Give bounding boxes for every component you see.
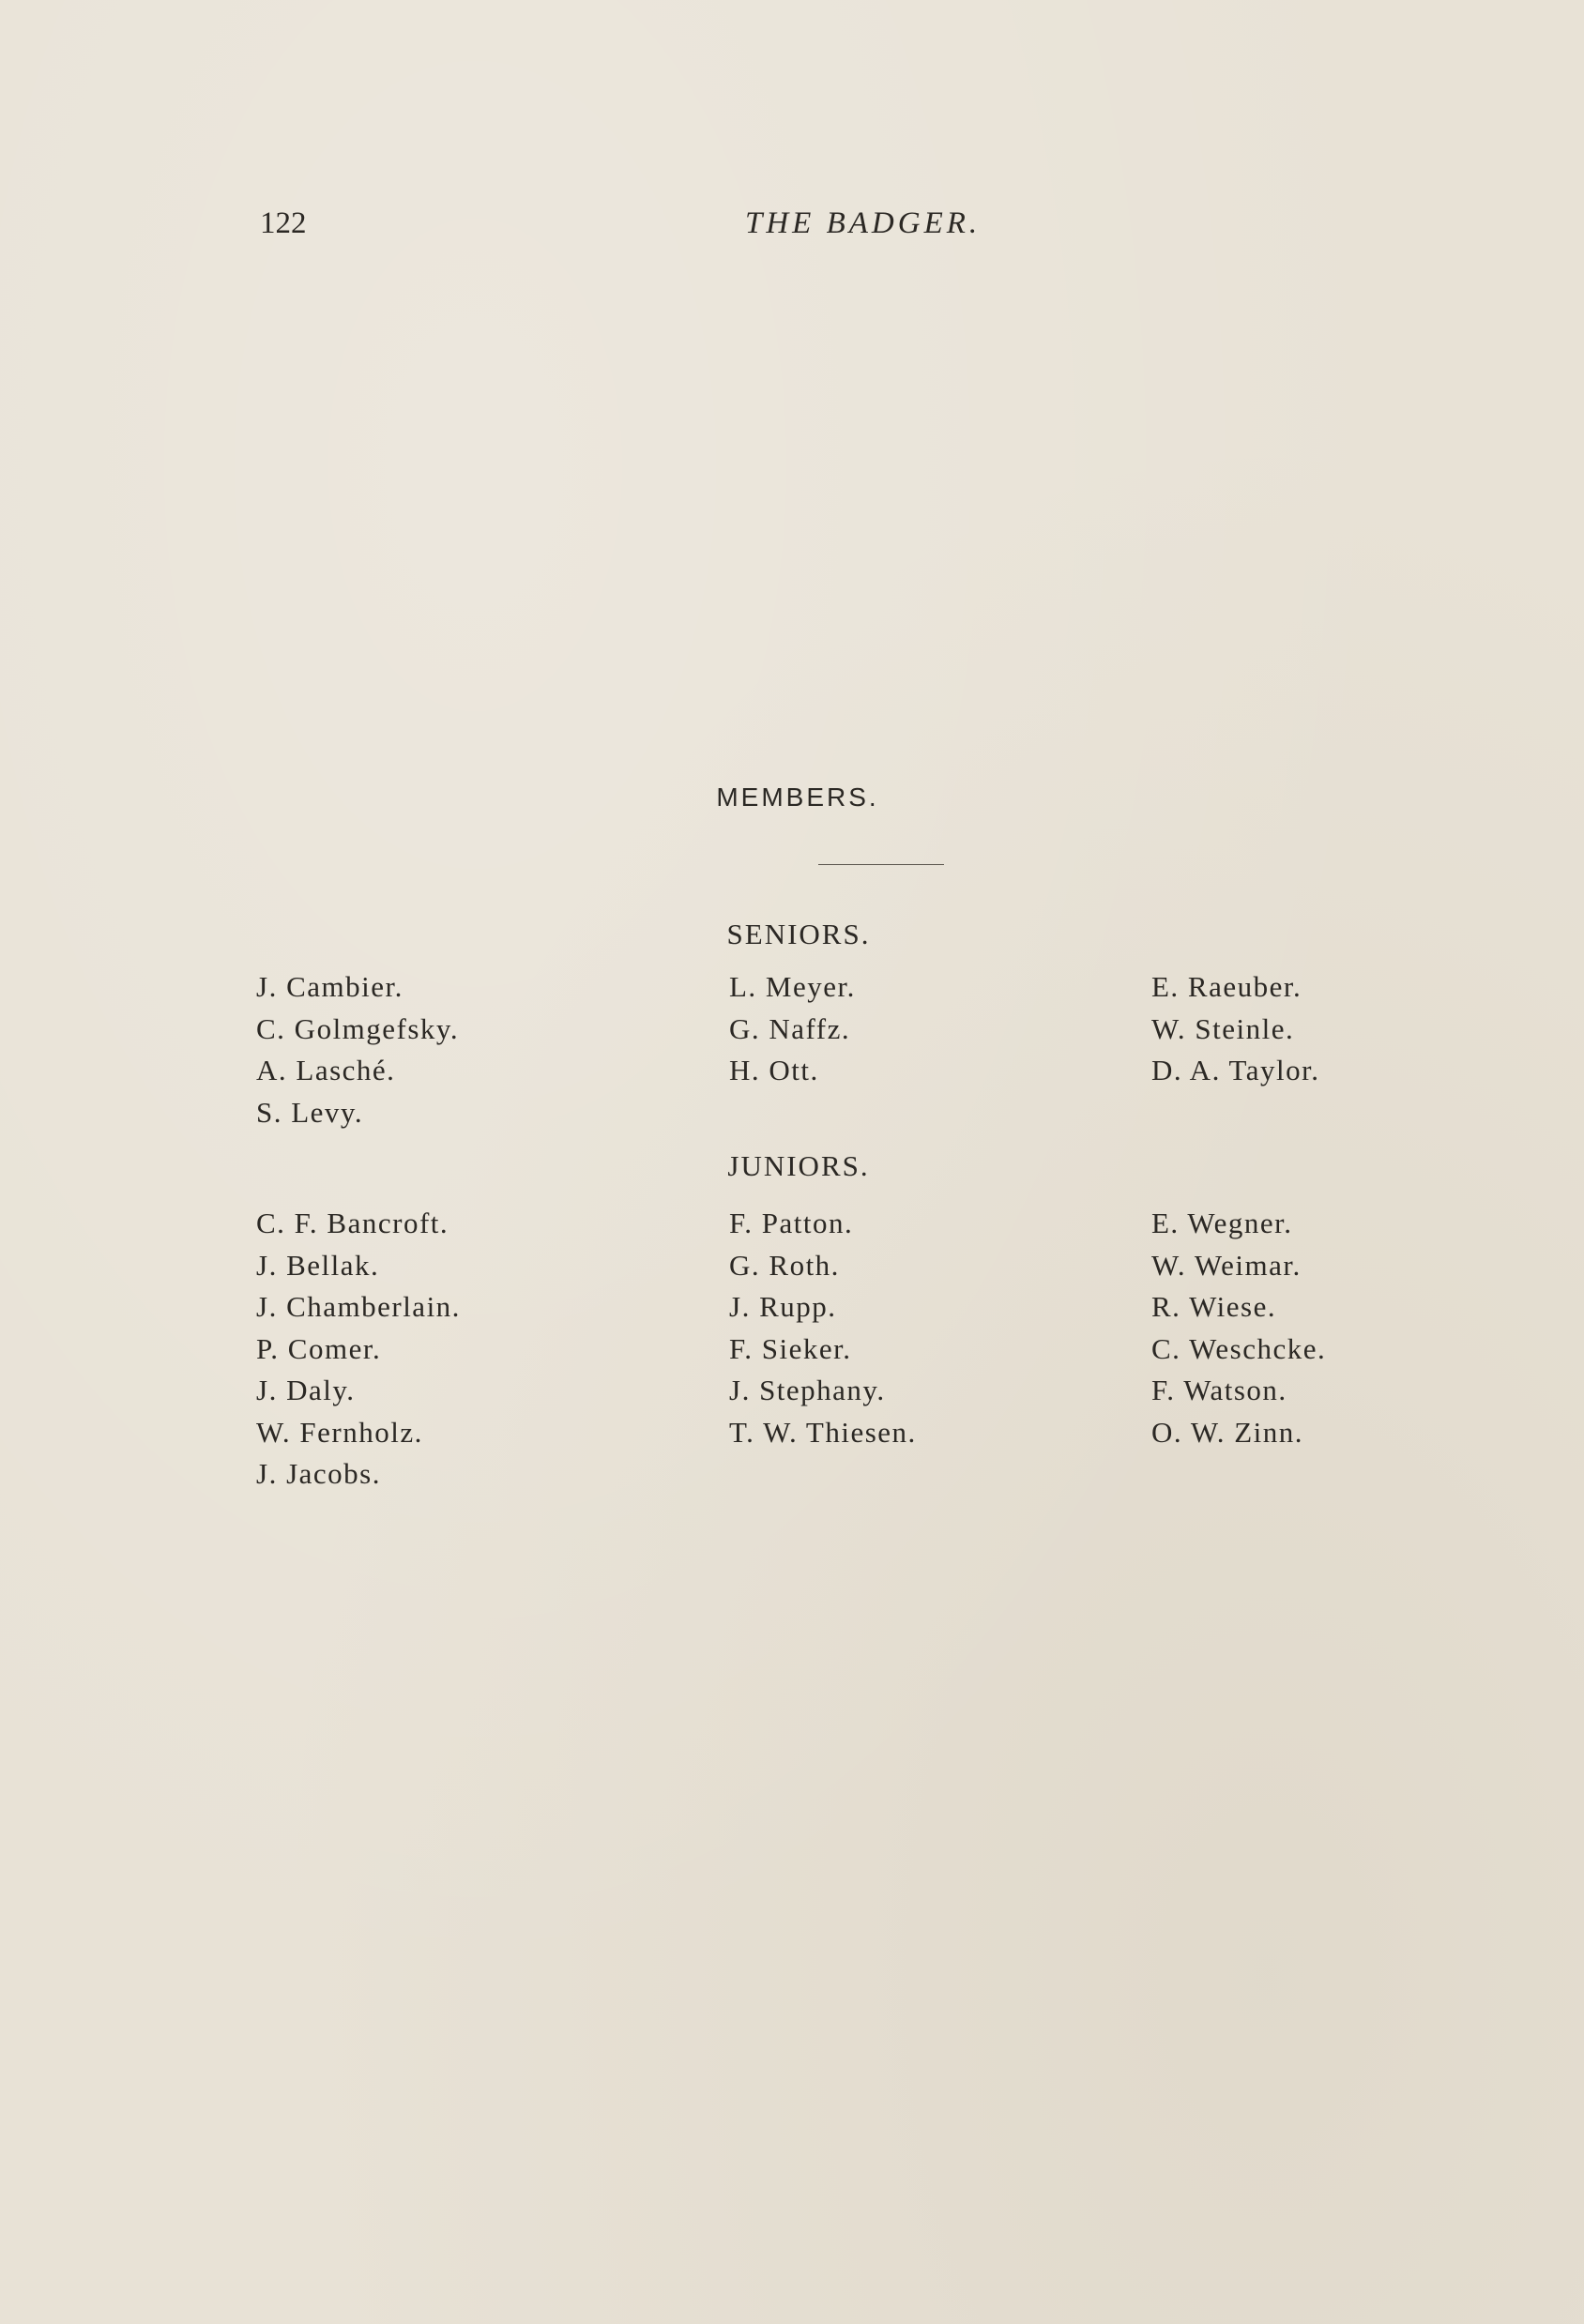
member-name: E. Raeuber.: [1151, 970, 1302, 1003]
member-name: L. Meyer.: [729, 970, 856, 1003]
juniors-column-1: [256, 1203, 461, 1496]
member-name: A. Lasché.: [256, 1054, 396, 1086]
member-name: O. W. Zinn.: [1151, 1415, 1304, 1449]
member-name: W. Weimar.: [1151, 1248, 1302, 1282]
member-name: C. Golmgefsky.: [256, 1011, 460, 1045]
member-name: J. Bellak.: [256, 1248, 380, 1282]
member-name: J. Cambier.: [256, 970, 404, 1003]
running-head: [0, 203, 1584, 244]
member-name: F. Sieker.: [729, 1331, 852, 1365]
member-name: T. W. Thiesen.: [729, 1415, 917, 1449]
juniors-heading: JUNIORS.: [727, 1149, 870, 1182]
member-name: C. F. Bancroft.: [256, 1207, 449, 1239]
member-name: J. Stephany.: [729, 1374, 886, 1406]
member-name: J. Rupp.: [729, 1290, 837, 1323]
seniors-column-1: [256, 966, 459, 1133]
juniors-column-2: [729, 1203, 917, 1453]
member-name: S. Levy.: [256, 1095, 364, 1129]
member-name: D. A. Taylor.: [1151, 1054, 1320, 1086]
seniors-column-3: [1151, 966, 1320, 1092]
member-name: H. Ott.: [729, 1054, 819, 1086]
heading-rule: [818, 864, 944, 865]
member-name: P. Comer.: [256, 1331, 382, 1365]
member-name: W. Fernholz.: [256, 1415, 423, 1449]
member-name: J. Chamberlain.: [256, 1290, 461, 1323]
member-name: F. Patton.: [729, 1207, 854, 1239]
seniors-column-2: [729, 966, 856, 1092]
member-name: J. Daly.: [256, 1374, 356, 1406]
seniors-heading: SENIORS.: [726, 918, 871, 950]
juniors-column-3: [1151, 1203, 1326, 1453]
member-name: W. Steinle.: [1151, 1011, 1295, 1045]
member-name: J. Jacobs.: [256, 1457, 381, 1490]
member-name: F. Watson.: [1151, 1374, 1287, 1406]
page-number: 122: [260, 206, 307, 240]
members-heading: MEMBERS.: [716, 782, 879, 812]
member-name: G. Roth.: [729, 1248, 840, 1282]
member-name: C. Weschcke.: [1151, 1331, 1327, 1365]
member-name: G. Naffz.: [729, 1011, 851, 1045]
member-name: E. Wegner.: [1151, 1207, 1293, 1239]
running-title: THE BADGER.: [745, 206, 982, 240]
member-name: R. Wiese.: [1151, 1290, 1277, 1323]
